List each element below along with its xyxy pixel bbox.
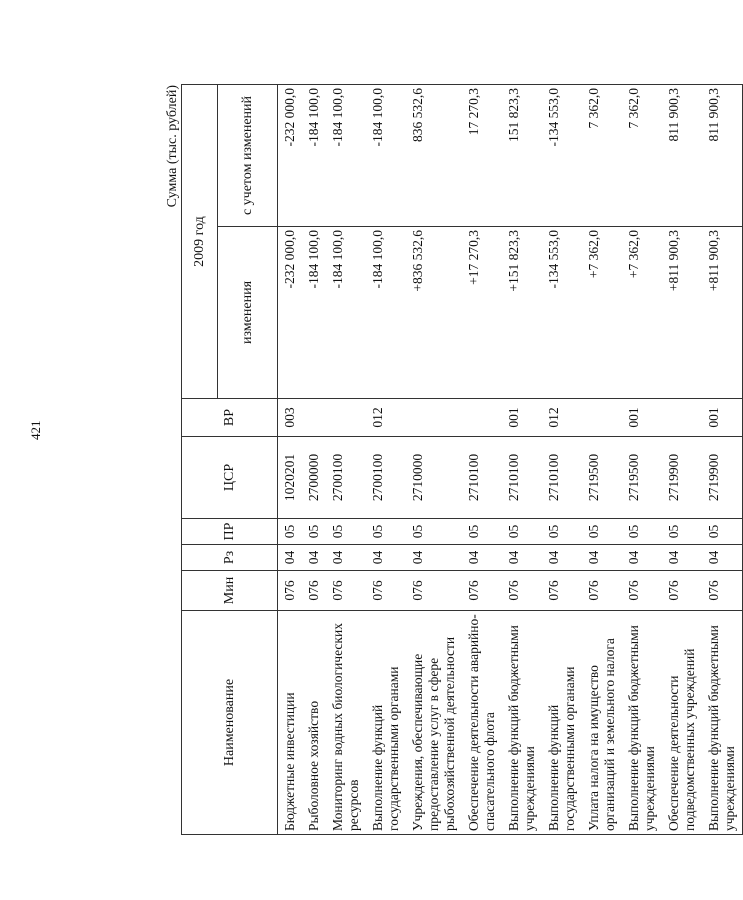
row-min: 076 — [366, 571, 406, 611]
row-csr: 2710000 — [406, 437, 462, 519]
row-change: -184 100,0 — [366, 227, 406, 399]
row-min: 076 — [622, 571, 662, 611]
row-csr: 2710100 — [542, 437, 582, 519]
row-pr: 05 — [662, 519, 702, 545]
row-csr: 2710100 — [462, 437, 502, 519]
row-rz: 04 — [502, 545, 542, 571]
row-total: 836 532,6 — [406, 85, 462, 227]
row-csr: 2710100 — [502, 437, 542, 519]
row-pr: 05 — [302, 519, 326, 545]
table-row — [366, 85, 406, 835]
row-rz: 04 — [462, 545, 502, 571]
row-vr — [582, 399, 622, 437]
table-row — [622, 85, 662, 835]
header-pr: ПР — [182, 519, 278, 545]
row-name: Уплата налога на имущество организаций и земельного налога — [582, 611, 622, 835]
row-rz: 04 — [406, 545, 462, 571]
row-change: -134 553,0 — [542, 227, 582, 399]
table-row — [326, 85, 366, 835]
row-vr: 001 — [622, 399, 662, 437]
header-name: Наименование — [182, 611, 278, 835]
row-total: 811 900,3 — [662, 85, 702, 227]
row-change: +151 823,3 — [502, 227, 542, 399]
header-changes: изменения — [218, 227, 278, 399]
row-name: Выполнение функций государственными органами — [366, 611, 406, 835]
row-pr: 05 — [502, 519, 542, 545]
row-rz: 04 — [366, 545, 406, 571]
row-min: 076 — [462, 571, 502, 611]
row-pr: 05 — [702, 519, 743, 545]
row-pr: 05 — [326, 519, 366, 545]
units-caption: Сумма (тыс. рублей) — [165, 85, 180, 208]
row-total: -232 000,0 — [278, 85, 303, 227]
table-row — [302, 85, 326, 835]
row-csr: 2719900 — [662, 437, 702, 519]
row-total: 7 362,0 — [582, 85, 622, 227]
row-change: +836 532,6 — [406, 227, 462, 399]
row-pr: 05 — [542, 519, 582, 545]
row-name: Обеспечение деятельности подведомственных учреждений — [662, 611, 702, 835]
row-change: -232 000,0 — [278, 227, 303, 399]
row-name: Выполнение функций государственными органами — [542, 611, 582, 835]
row-pr: 05 — [366, 519, 406, 545]
row-name: Бюджетные инвестиции — [278, 611, 303, 835]
page-number: 421 — [28, 420, 43, 440]
row-csr: 2700100 — [366, 437, 406, 519]
table-row — [702, 85, 743, 835]
row-pr: 05 — [462, 519, 502, 545]
row-change: -184 100,0 — [302, 227, 326, 399]
row-pr: 05 — [406, 519, 462, 545]
row-min: 076 — [406, 571, 462, 611]
row-rz: 04 — [326, 545, 366, 571]
header-vr: ВР — [182, 399, 278, 437]
row-csr: 1020201 — [278, 437, 303, 519]
row-min: 076 — [702, 571, 743, 611]
row-csr: 2700000 — [302, 437, 326, 519]
row-name: Мониторинг водных биологических ресурсов — [326, 611, 366, 835]
row-total: 7 362,0 — [622, 85, 662, 227]
row-rz: 04 — [662, 545, 702, 571]
row-change: -184 100,0 — [326, 227, 366, 399]
row-total: -134 553,0 — [542, 85, 582, 227]
row-name: Выполнение функций бюджетными учреждениями — [502, 611, 542, 835]
table-row — [406, 85, 462, 835]
row-rz: 04 — [622, 545, 662, 571]
table-row — [582, 85, 622, 835]
row-rz: 04 — [278, 545, 303, 571]
row-name: Учреждения, обеспечивающие предоставление услуг в сфере рыбохозяйственной деятельности — [406, 611, 462, 835]
row-change: +7 362,0 — [622, 227, 662, 399]
row-change: +17 270,3 — [462, 227, 502, 399]
row-vr: 003 — [278, 399, 303, 437]
row-min: 076 — [326, 571, 366, 611]
header-year: 2009 год — [182, 85, 218, 399]
header-with-changes: с учетом изменений — [218, 85, 278, 227]
row-min: 076 — [662, 571, 702, 611]
table-row — [278, 85, 303, 835]
row-total: 17 270,3 — [462, 85, 502, 227]
table-row — [462, 85, 502, 835]
rotated-table-block — [165, 85, 737, 835]
table-row — [502, 85, 542, 835]
row-min: 076 — [302, 571, 326, 611]
header-min: Мин — [182, 571, 278, 611]
row-rz: 04 — [302, 545, 326, 571]
header-csr: ЦСР — [182, 437, 278, 519]
row-pr: 05 — [278, 519, 303, 545]
row-csr: 2719500 — [582, 437, 622, 519]
row-min: 076 — [582, 571, 622, 611]
row-name: Выполнение функций бюджетными учреждениями — [702, 611, 743, 835]
row-vr: 001 — [702, 399, 743, 437]
row-rz: 04 — [582, 545, 622, 571]
row-min: 076 — [542, 571, 582, 611]
row-vr — [662, 399, 702, 437]
row-pr: 05 — [582, 519, 622, 545]
table-body — [278, 85, 743, 835]
row-vr — [326, 399, 366, 437]
row-vr — [462, 399, 502, 437]
row-pr: 05 — [622, 519, 662, 545]
row-min: 076 — [502, 571, 542, 611]
row-total: -184 100,0 — [302, 85, 326, 227]
row-name: Выполнение функций бюджетными учреждениями — [622, 611, 662, 835]
row-rz: 04 — [702, 545, 743, 571]
row-min: 076 — [278, 571, 303, 611]
row-vr — [302, 399, 326, 437]
row-csr: 2700100 — [326, 437, 366, 519]
row-name: Обеспечение деятельности аварийно-спасательного флота — [462, 611, 502, 835]
table-row — [542, 85, 582, 835]
row-vr — [406, 399, 462, 437]
header-rz: Рз — [182, 545, 278, 571]
row-csr: 2719900 — [702, 437, 743, 519]
row-vr: 001 — [502, 399, 542, 437]
row-name: Рыболовное хозяйство — [302, 611, 326, 835]
row-total: 811 900,3 — [702, 85, 743, 227]
table-row — [662, 85, 702, 835]
row-vr: 012 — [542, 399, 582, 437]
row-change: +811 900,3 — [702, 227, 743, 399]
row-vr: 012 — [366, 399, 406, 437]
row-rz: 04 — [542, 545, 582, 571]
row-total: -184 100,0 — [366, 85, 406, 227]
budget-table — [181, 84, 743, 835]
row-change: +811 900,3 — [662, 227, 702, 399]
row-total: 151 823,3 — [502, 85, 542, 227]
row-total: -184 100,0 — [326, 85, 366, 227]
row-change: +7 362,0 — [582, 227, 622, 399]
row-csr: 2719500 — [622, 437, 662, 519]
